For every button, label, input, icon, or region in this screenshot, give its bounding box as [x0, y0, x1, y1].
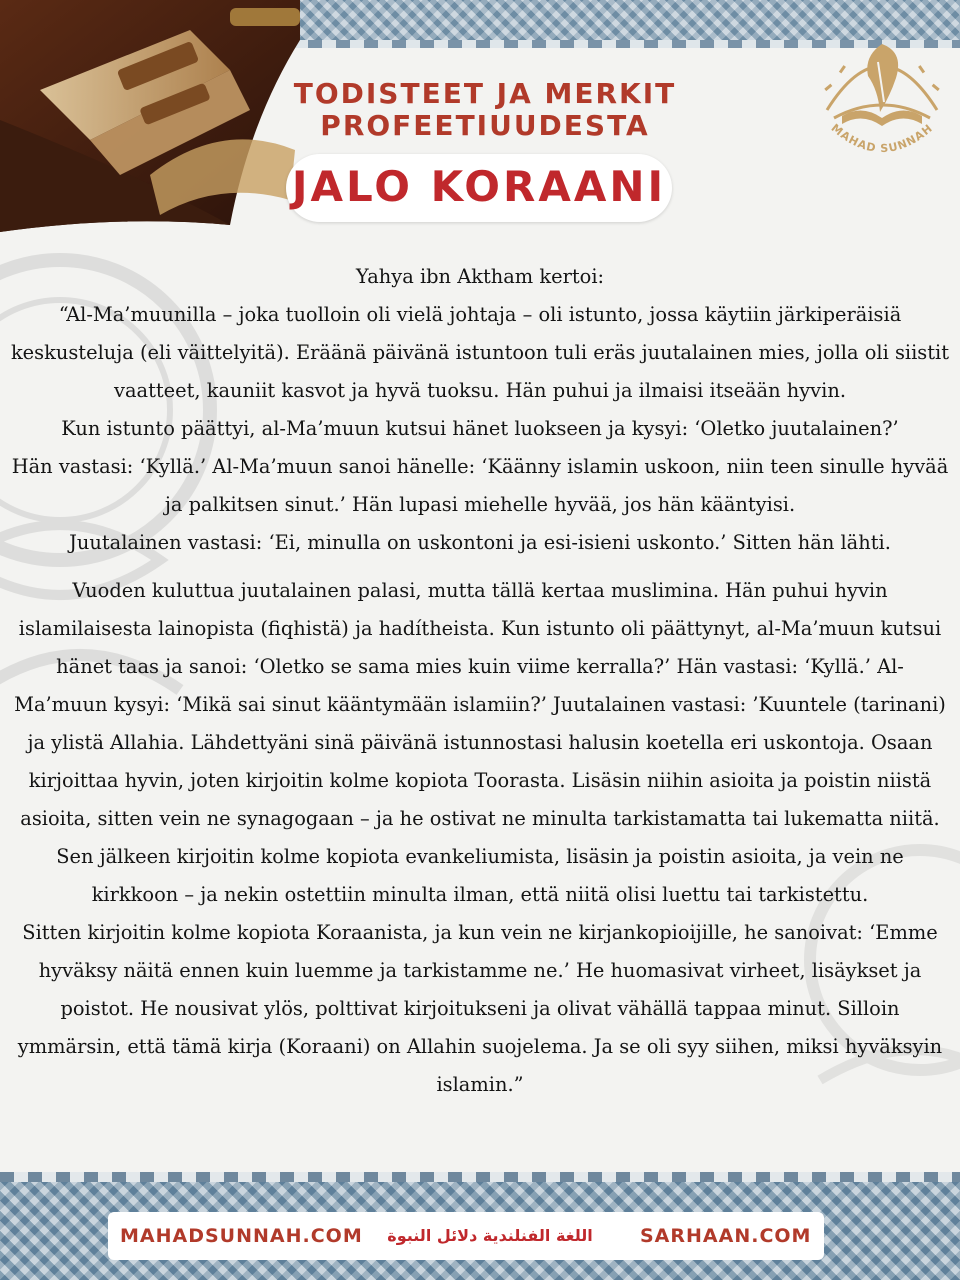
footer-arabic-caption: اللغة الفنلندية دلائل النبوة — [387, 1226, 593, 1245]
footer-link-sarhaan[interactable]: SARHAAN.COM — [640, 1225, 812, 1247]
intro-line: Yahya ibn Aktham kertoi: — [355, 265, 605, 288]
paragraph-3: Hän vastasi: ‘Kyllä.’ Al-Ma’muun sanoi hänelle: ‘Käänny islamin uskoon, niin teen sinulle hyvää ja palkitsen sinut.’ Hän lupasi miehelle hyvää, jos hän kääntyisi. — [11, 455, 949, 516]
book-quill-logo-icon — [812, 32, 952, 172]
paragraph-2: Kun istunto päättyi, al-Ma’muun kutsui hänet luokseen ja kysyi: ‘Oletko juutalainen?’ — [61, 417, 899, 440]
footer-link-mahadsunnah[interactable]: MAHADSUNNAH.COM — [120, 1225, 363, 1247]
article-body — [10, 258, 950, 1104]
paragraph-6: Sen jälkeen kirjoitin kolme kopiota evankeliumista, lisäsin ja poistin asioita, ja vein ne kirkkoon – ja nekin ostettiin minulta ilman, että niitä olisi luettu tai tarkistettu. — [56, 845, 904, 906]
logo-label: MAHAD SUNNAH — [828, 121, 936, 156]
paragraph-4: Juutalainen vastasi: ‘Ei, minulla on uskontoni ja esi-isieni uskonto.’ Sitten hän lähti. — [69, 531, 891, 554]
paragraph-gap — [10, 562, 950, 572]
paragraph-7: Sitten kirjoitin kolme kopiota Koraanista, ja kun vein ne kirjankopioijille, he sanoivat: ‘Emme hyväksy näitä ennen kuin luemme ja tarkistamme ne.’ He huomasivat virheet, lisäykset ja poistot. He nousivat ylös, polttivat kirjoitukseni ja olivat vähällä tappaa minut. Silloin ymmärsin, että tämä kirja (Koraani) on Allahin suojelema. Ja se oli syy siihen, miksi hyväksyin islamin.” — [17, 921, 943, 1096]
paragraph-5: Vuoden kuluttua juutalainen palasi, mutta tällä kertaa muslimina. Hän puhui hyvin islamilaisesta lainopista (fiqhistä) ja hadítheista. Kun istunto oli päättynyt, al-Ma’muun kutsui hänet taas ja sanoi: ‘Oletko se sama mies kuin viime kerralla?’ Hän vastasi: ‘Kyllä.’ Al-Ma’muun kysyi: ‘Mikä sai sinut kääntymään islamiin?’ Juutalainen vastasi: ’Kuuntele (tarinani) ja ylistä Allahia. Lähdettyäni sinä päivänä istunnostasi halusin koetella eri uskontoja. Osaan kirjoittaa hyvin, joten kirjoitin kolme kopiota Toorasta. Lisäsin niihin asioita ja poistin niistä asioita, sitten vein ne synagogaan – ja he ostivat ne minulta tarkistamatta tai lukematta niitä. — [14, 579, 946, 830]
paragraph-1: “Al-Ma’muunilla – joka tuolloin oli vielä johtaja – oli istunto, jossa käytiin järkiperäisiä keskusteluja (eli väittelyitä). Eräänä päivänä istuntoon tuli eräs juutalainen mies, jolla oli siistit vaatteet, kauniit kasvot ja hyvä tuoksu. Hän puhui ja ilmaisi itseään hyvin. — [10, 303, 950, 402]
svg-text:MAHAD SUNNAH — [829, 121, 936, 155]
page-subtitle: JALO KORAANI — [291, 162, 667, 211]
subtitle-pill — [286, 154, 672, 222]
page-title: TODISTEET JA MERKIT PROFEETIUUDESTA — [293, 77, 677, 142]
